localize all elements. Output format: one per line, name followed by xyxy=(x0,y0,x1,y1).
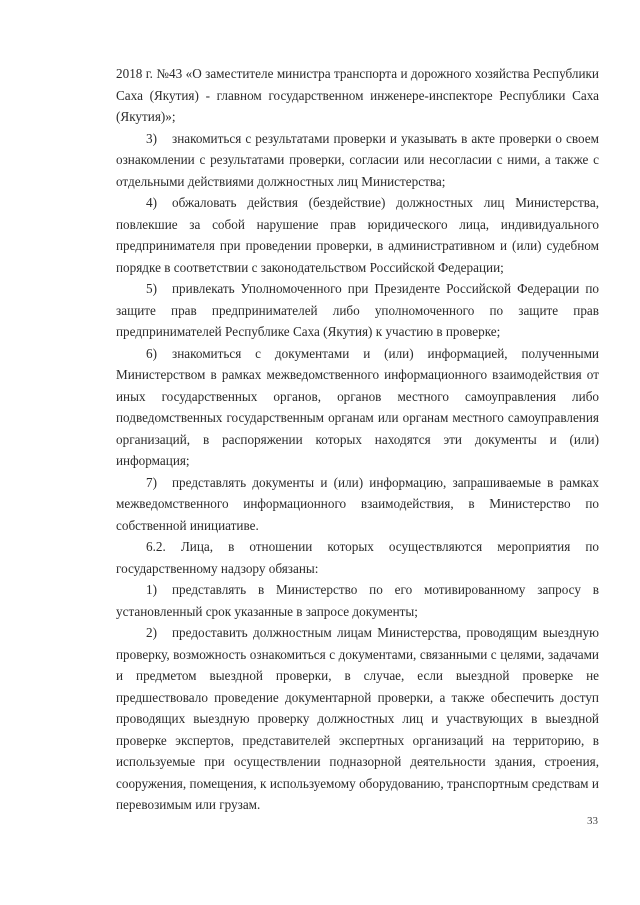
document-body xyxy=(116,63,599,816)
list-item-text: представлять документы и (или) информацию, запрашиваемые в рамках межведомственного информационного взаимодействия, в Министерство по собственной инициативе. xyxy=(116,474,599,533)
list-item xyxy=(116,472,599,537)
list-item xyxy=(116,622,599,816)
list-item xyxy=(116,579,599,622)
section-text: 6.2. Лица, в отношении которых осуществляются мероприятия по государственному надзору обязаны: xyxy=(116,539,599,576)
list-item-text: привлекать Уполномоченного при Президенте Российской Федерации по защите прав предпринимателей либо уполномоченного по защите прав предпринимателей Республике Саха (Якутия) к участию в проверке; xyxy=(116,281,599,339)
list-item xyxy=(116,128,599,193)
list-item-number: 4) xyxy=(146,195,157,210)
section-paragraph xyxy=(116,536,599,579)
list-item-text: предоставить должностным лицам Министерства, проводящим выездную проверку, возможность ознакомиться с документами, связанными с целями, задачами и предметом выездной проверки, в случае, если выездной проверке не предшествовало проведение документарной проверки, а также обеспечить доступ проводящих выездную проверку должностных лиц и участвующих в выездной проверке экспертов, представителей экспертных организаций на территорию, в используемые при осуществлении подназорной деятельности здания, строения, сооружения, помещения, к используемому оборудованию, транспортным средствам и перевозимым или грузам. xyxy=(116,625,599,812)
paragraph xyxy=(116,63,599,128)
paragraph-text: 2018 г. №43 «О заместителе министра транспорта и дорожного хозяйства Республики Саха (Якутия) - главном государственном инженере-инспекторе Республики Саха (Якутия)»; xyxy=(116,66,599,124)
list-item-number: 3) xyxy=(146,130,157,146)
list-item xyxy=(116,278,599,343)
list-item-number: 7) xyxy=(146,474,157,490)
list-item-text: знакомиться с результатами проверки и указывать в акте проверки о своем ознакомлении с результатами проверки, согласии или несогласии с ними, а также с отдельными действиями должностных лиц Министерства; xyxy=(116,130,599,189)
list-item-text: представлять в Министерство по его мотивированному запросу в установленный срок указанные в запросе документы; xyxy=(116,582,599,619)
list-item xyxy=(116,192,599,278)
list-item-text: знакомиться с документами и (или) информацией, полученными Министерством в рамках межведомственного информационного взаимодействия от иных государственных органов, органов местного самоуправления либо подведомственных государственным органам или органам местного самоуправления организаций, в распоряжении которых находятся эти документы и (или) информация; xyxy=(116,345,599,468)
list-item-text: обжаловать действия (бездействие) должностных лиц Министерства, повлекшие за собой нарушение прав юридического лица, индивидуального предпринимателя при проведении проверки, в административном и (или) судебном порядке в соответствии с законодательством Российской Федерации; xyxy=(116,195,599,275)
list-item-number: 1) xyxy=(146,582,157,597)
page-number: 33 xyxy=(587,815,598,827)
list-item-number: 2) xyxy=(146,625,157,640)
list-item xyxy=(116,343,599,472)
list-item-number: 5) xyxy=(146,281,157,296)
list-item-number: 6) xyxy=(146,345,157,361)
